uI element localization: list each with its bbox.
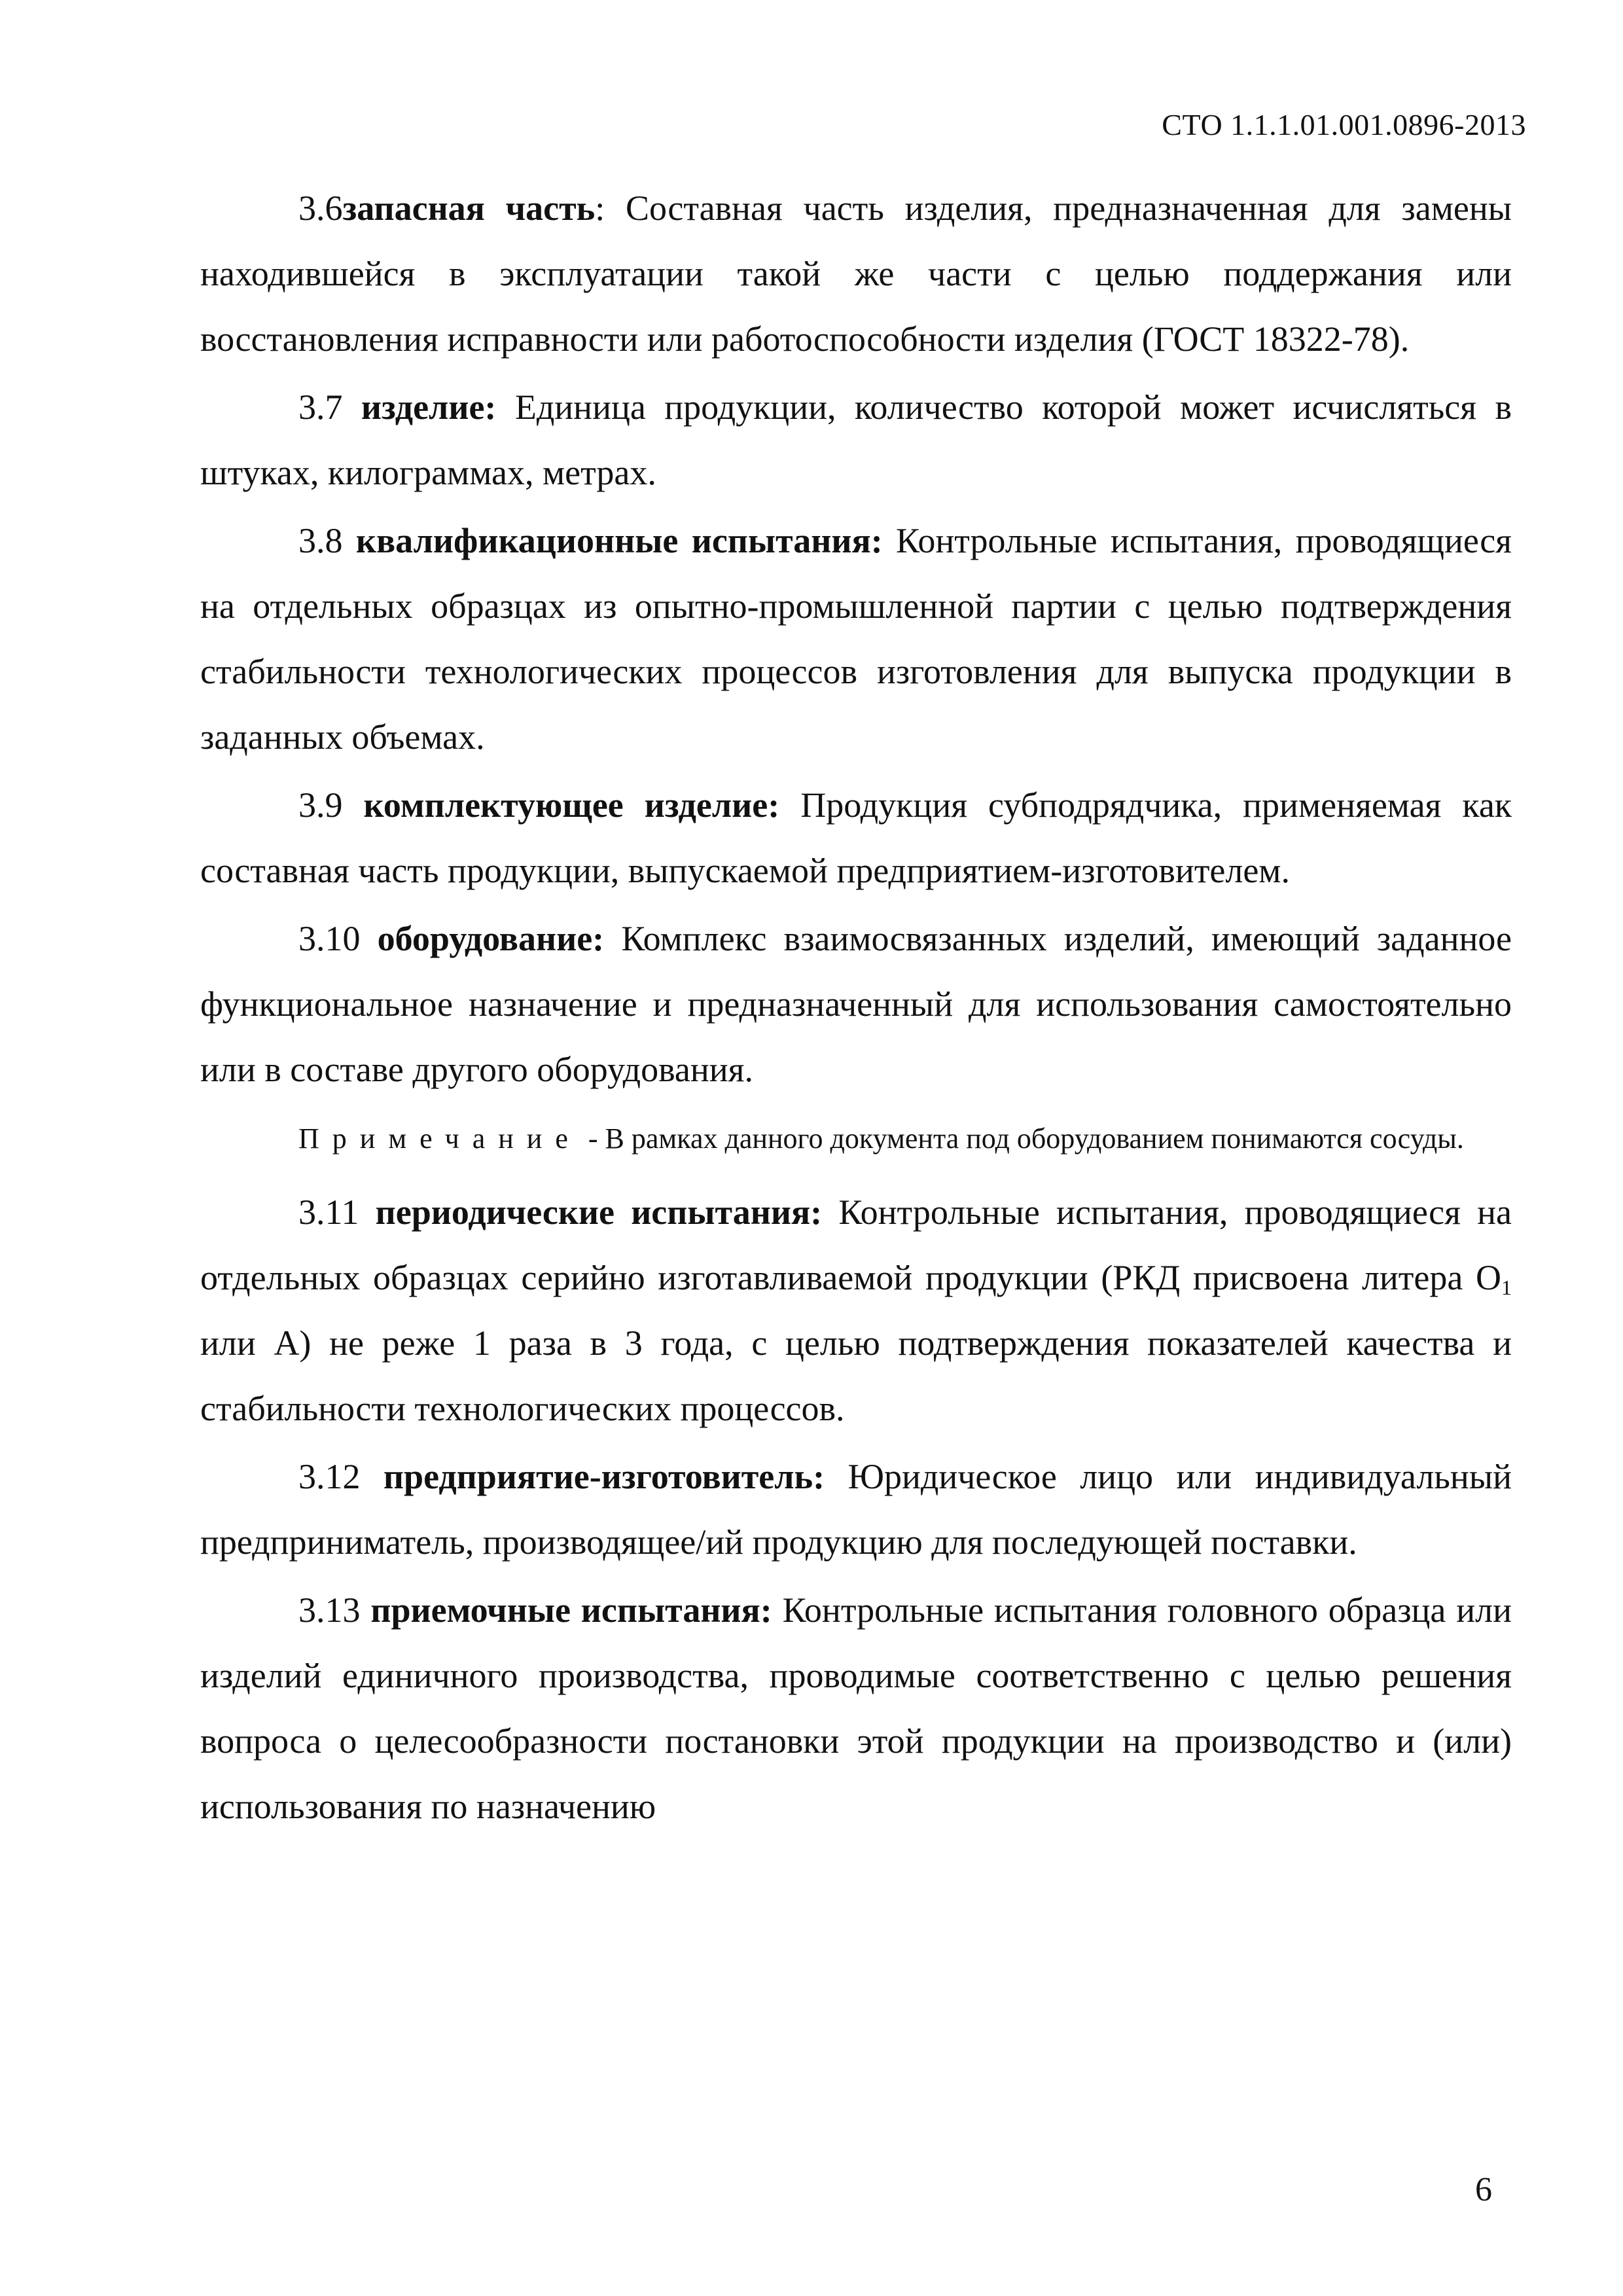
definition-text: Юридическое лицо или индивидуальный предприниматель, производящее/ий продукцию для последующей поставки. [200,1457,1512,1562]
definition-3-6 [200,175,1512,372]
document-code: СТО 1.1.1.01.001.0896-2013 [1162,108,1526,141]
note-label: Примечание [298,1122,581,1155]
clause-number: 3.6 [298,188,343,228]
clause-number: 3.10 [298,919,361,958]
definition-3-9 [200,772,1512,903]
clause-number: 3.7 [298,387,343,427]
definition-text: Контрольные испытания головного образца или изделий единичного производства, проводимые соответственно с целью решения вопроса о целесообразности постановки этой продукции на производство и (или) использования по назначению [200,1590,1512,1826]
definition-3-10 [200,906,1512,1102]
definition-3-12 [200,1444,1512,1575]
term-zapasnaya-chast: запасная часть [342,188,596,228]
definition-text: Комплекс взаимосвязанных изделий, имеющий заданное функциональное назначение и предназначенный для использования самостоятельно или в составе другого оборудования. [200,919,1512,1089]
definition-3-7 [200,374,1512,505]
note-block [200,1115,1512,1162]
definition-text: Контрольные испытания, проводящиеся на отдельных образцах из опытно-промышленной партии с целью подтверждения стабильности технологических процессов изготовления для выпуска продукции в заданных объемах. [200,521,1512,757]
term-oborudovanie: оборудование: [377,919,605,958]
clause-number: 3.8 [298,521,343,560]
clause-number: 3.12 [298,1457,361,1496]
note-dash: - [588,1122,598,1155]
term-separator: : [595,188,605,228]
term-priemochnye-ispytaniya: приемочные испытания: [370,1590,772,1630]
definition-3-13 [200,1577,1512,1839]
term-predpriyatie-izgotovitel: предприятие-изготовитель: [383,1457,825,1496]
clause-number: 3.11 [298,1193,359,1232]
clause-number: 3.13 [298,1590,361,1630]
definition-3-8 [200,508,1512,770]
page-number: 6 [1475,2171,1492,2208]
term-komplektuyushchee-izdelie: комплектующее изделие: [363,785,780,825]
clause-number: 3.9 [298,785,343,825]
definition-text: Составная часть изделия, предназначенная для замены находившейся в эксплуатации такой же части с целью поддержания или восстановления исправности или работоспособности изделия (ГОСТ 18322-78). [200,188,1512,359]
definition-text: Продукция субподрядчика, применяемая как составная часть продукции, выпускаемой предприятием-изготовителем. [200,785,1512,890]
term-izdelie: изделие: [361,387,497,427]
definition-3-11 [200,1179,1512,1441]
note-text: В рамках данного документа под оборудованием понимаются сосуды. [605,1122,1464,1155]
term-periodicheskie-ispytaniya: периодические испытания: [375,1193,823,1232]
document-body [200,175,1512,1842]
term-kvalifikatsionnye-ispytaniya: квалификационные испытания: [355,521,883,560]
definition-text: Единица продукции, количество которой может исчисляться в штуках, килограммах, метрах. [200,387,1512,492]
definition-text-part-1: Контрольные испытания, проводящиеся на отдельных образцах серийно изготавливаемой продукции (РКД присвоена литера О [200,1193,1512,1297]
definition-text-part-2: или А) не реже 1 раза в 3 года, с целью подтверждения показателей качества и стабильности технологических процессов. [200,1323,1512,1428]
litera-subscript: 1 [1501,1276,1512,1299]
